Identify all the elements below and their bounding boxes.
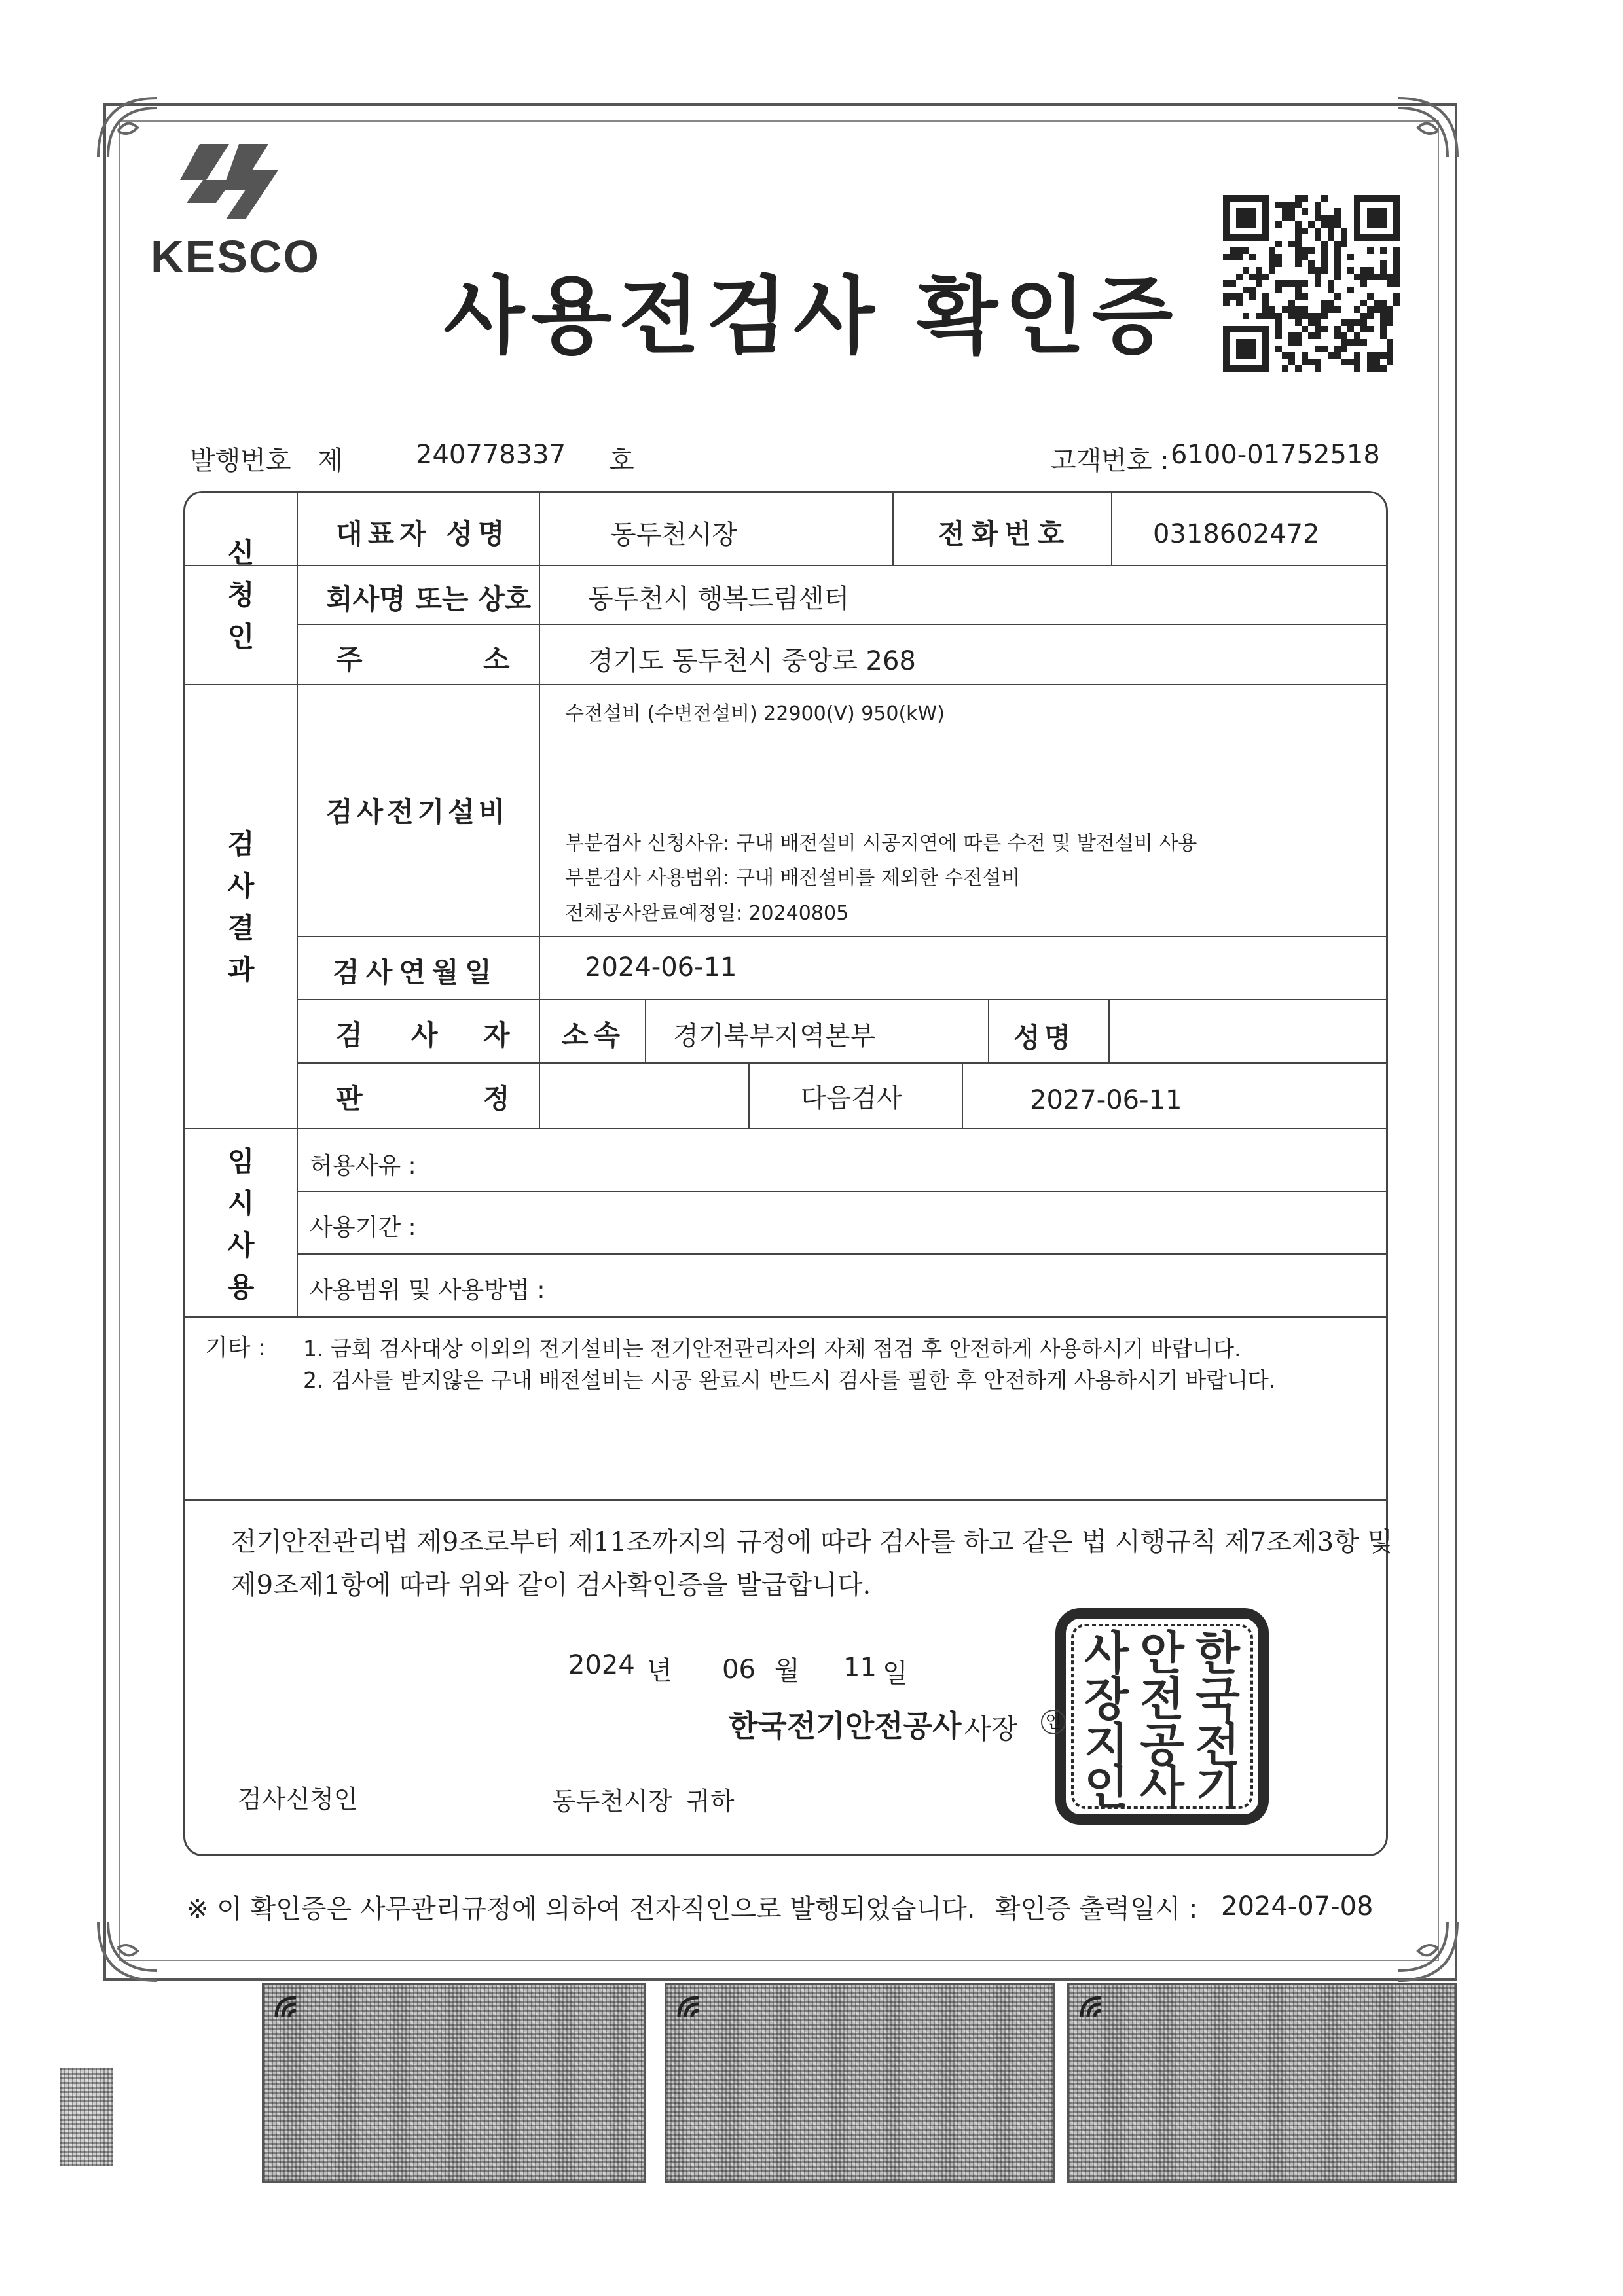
corner-ornament-bottom-right	[1392, 1915, 1464, 1987]
seal-glyph: 사	[1140, 1760, 1184, 1814]
judgment-label-1: 판	[336, 1083, 363, 1115]
issue-month-unit: 월	[775, 1656, 800, 1686]
security-pattern-1	[262, 1983, 646, 2183]
temporary-period: 사용기간 :	[310, 1214, 416, 1241]
issue-day: 11	[843, 1653, 877, 1683]
statement-line-1: 전기안전관리법 제9조로부터 제11조까지의 규정에 따라 검사를 하고 같은 법 시행규칙 제7조제3항 및	[231, 1527, 1393, 1557]
misc-item-1: 1. 금회 검사대상 이외의 전기설비는 전기안전관리자의 자체 점검 후 안전하게 사용하시기 바랍니다.	[303, 1336, 1241, 1361]
seal-mark: 인	[1041, 1710, 1066, 1734]
recipient-name: 동두천시장	[552, 1787, 672, 1816]
affiliation-value: 경기북부지역본부	[673, 1021, 876, 1051]
applicant-section-label: 신 청 인	[227, 537, 255, 653]
statement-line-2: 제9조제1항에 따라 위와 같이 검사확인증을 발급합니다.	[231, 1570, 871, 1600]
document-title: 사용전검사 확인증	[443, 267, 1180, 365]
official-seal-icon	[1054, 1607, 1270, 1826]
issue-number-prefix: 제	[318, 446, 343, 476]
seal-glyph: 지	[1084, 1717, 1129, 1772]
inspector-label-1: 검	[336, 1019, 363, 1051]
partial-inspection-scope: 부분검사 사용범위: 구내 배전설비를 제외한 수전설비	[565, 867, 1021, 889]
inspector-label-3: 자	[483, 1019, 510, 1051]
company-label: 회사명 또는 상호	[326, 583, 532, 615]
print-date-label: 확인증 출력일시 :	[995, 1894, 1198, 1924]
seal-glyph: 인	[1084, 1760, 1129, 1814]
issue-number-label: 발행번호	[190, 446, 291, 476]
seal-glyph: 국	[1195, 1672, 1240, 1726]
seal-glyph: 사	[1084, 1626, 1129, 1680]
address-label-b: 소	[483, 643, 510, 675]
address-value: 경기도 동두천시 중앙로 268	[588, 646, 916, 676]
issue-number-suffix: 호	[609, 446, 634, 476]
affiliation-label: 소속	[562, 1019, 626, 1051]
rep-name-value: 동두천시장	[611, 520, 738, 550]
seal-glyph: 전	[1195, 1717, 1240, 1772]
security-pattern-small	[60, 2068, 113, 2166]
footer-notice: ※ 이 확인증은 사무관리규정에 의하여 전자직인으로 발행되었습니다.	[187, 1894, 976, 1924]
misc-item-2: 2. 검사를 받지않은 구내 배전설비는 시공 완료시 반드시 검사를 필한 후 안전하게 사용하시기 바랍니다.	[303, 1367, 1276, 1393]
seal-glyph: 한	[1195, 1626, 1240, 1680]
issue-number: 240778337	[416, 440, 566, 470]
security-pattern-3	[1067, 1983, 1457, 2183]
security-pattern-2	[665, 1983, 1055, 2183]
inspector-label-2: 사	[411, 1019, 438, 1051]
inspector-name-label: 성명	[1013, 1022, 1075, 1054]
logo-text: KESCO	[151, 231, 320, 282]
phone-value: 0318602472	[1153, 519, 1320, 549]
rep-name-label: 대표자 성명	[336, 518, 510, 550]
temporary-reason: 허용사유 :	[310, 1153, 416, 1179]
equipment-value: 수전설비 (수변전설비) 22900(V) 950(kW)	[565, 702, 945, 725]
seal-glyph: 공	[1140, 1717, 1184, 1772]
customer-number-label: 고객번호 :	[1051, 446, 1169, 476]
seal-glyph: 전	[1140, 1672, 1184, 1726]
seal-glyph: 장	[1084, 1672, 1129, 1726]
customer-number: 6100-01752518	[1171, 440, 1380, 470]
qr-code-icon	[1223, 195, 1400, 372]
next-inspection-label: 다음검사	[801, 1083, 902, 1113]
seal-glyph: 기	[1195, 1760, 1240, 1814]
corner-ornament-top-left	[92, 92, 164, 164]
issue-day-unit: 일	[883, 1659, 908, 1689]
inspection-date-value: 2024-06-11	[585, 952, 737, 982]
issue-year-unit: 년	[647, 1656, 672, 1686]
misc-label: 기타 :	[205, 1335, 266, 1361]
completion-date: 전체공사완료예정일: 20240805	[565, 902, 849, 925]
issuer-title: 사장	[964, 1713, 1018, 1745]
equipment-label: 검사전기설비	[326, 796, 509, 828]
corner-ornament-bottom-left	[92, 1915, 164, 1987]
corner-ornament-top-right	[1392, 92, 1464, 164]
judgment-label-2: 정	[483, 1083, 510, 1115]
issue-year: 2024	[568, 1650, 635, 1680]
issue-month: 06	[722, 1655, 756, 1685]
inspection-date-label: 검사연월일	[333, 956, 498, 988]
company-value: 동두천시 행복드림센터	[588, 584, 850, 614]
recipient-honorific: 귀하	[686, 1787, 735, 1816]
issuer-org: 한국전기안전공사	[729, 1708, 962, 1744]
partial-inspection-reason: 부분검사 신청사유: 구내 배전설비 시공지연에 따른 수전 및 발전설비 사용	[565, 832, 1197, 855]
temporary-scope: 사용범위 및 사용방법 :	[310, 1277, 545, 1304]
inspection-section-label: 검 사 결 과	[227, 828, 255, 986]
temporary-section-label: 임 시 사 용	[227, 1145, 255, 1303]
print-date: 2024-07-08	[1221, 1892, 1374, 1922]
next-inspection-date: 2027-06-11	[1030, 1085, 1182, 1115]
recipient-label: 검사신청인	[238, 1785, 358, 1814]
address-label-a: 주	[336, 643, 363, 675]
phone-label: 전화번호	[938, 518, 1071, 550]
seal-glyph: 안	[1140, 1626, 1184, 1680]
